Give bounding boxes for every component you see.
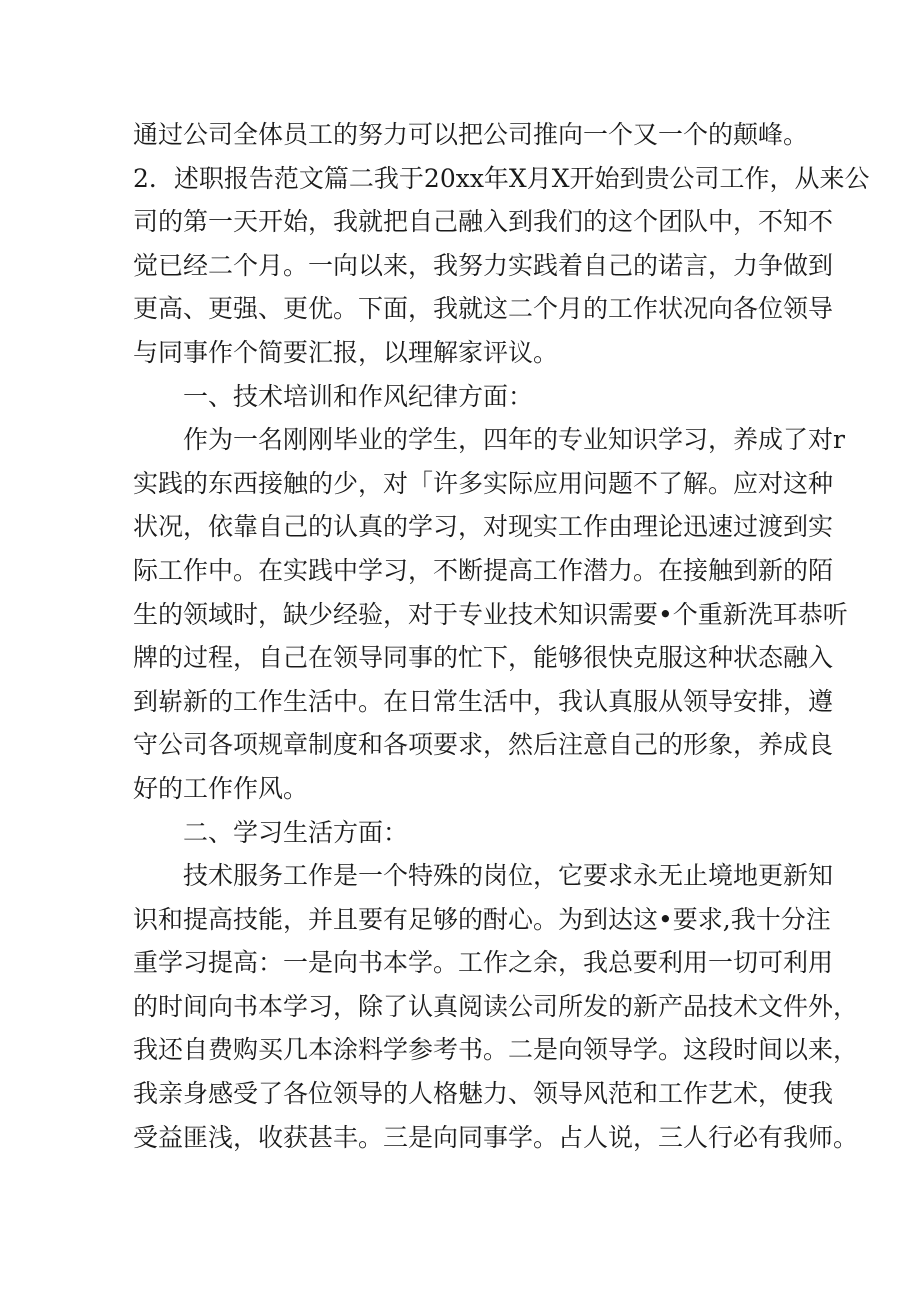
text-line: 状况，依靠自己的认真的学习，对现实工作由理论迅速过渡到实 bbox=[133, 512, 834, 542]
text-line: 更高、更强、更优。下面，我就这二个月的工作状况向各位领导 bbox=[133, 294, 834, 324]
text-line: 一、技术培训和作风纪律方面： bbox=[183, 381, 534, 411]
text-line: 的时间向书本学习，除了认真阅读公司所发的新产品技术文件外， bbox=[133, 991, 859, 1021]
text-line: 二、学习生活方面： bbox=[183, 817, 409, 847]
text-line: 2．述职报告范文篇二我于20xx年X月X开始到贵公司工作，从来公 bbox=[133, 163, 870, 193]
text-line: 受益匪浅，收获甚丰。三是向同事学。占人说，三人行必有我师。 bbox=[133, 1122, 859, 1152]
text-line: 牌的过程，自己在领导同事的忙下，能够很快克服这种状态融入 bbox=[133, 643, 834, 673]
text-line: 技术服务工作是一个特殊的岗位，它要求永无止境地更新知 bbox=[183, 861, 834, 891]
text-line: 好的工作作风。 bbox=[133, 773, 309, 803]
text-line: 与同事作个简要汇报，以理解家评议。 bbox=[133, 337, 559, 367]
text-line: 生的领域时，缺少经验，对于专业技术知识需要•个重新洗耳恭听 bbox=[133, 599, 848, 629]
text-line: 作为一名刚刚毕业的学生，四年的专业知识学习，养成了对r bbox=[183, 425, 845, 455]
text-line: 重学习提高：一是向书本学。工作之余，我总要利用一切可利用 bbox=[133, 948, 834, 978]
text-line: 我亲身感受了各位领导的人格魅力、领导风范和工作艺术，使我 bbox=[133, 1079, 834, 1109]
text-line: 觉已经二个月。一向以来，我努力实践着自己的诺言，力争做到 bbox=[133, 250, 834, 280]
text-line: 通过公司全体员工的努力可以把公司推向一个又一个的颠峰。 bbox=[133, 120, 809, 149]
text-line: 识和提高技能，并且要有足够的酎心。为到达这•要求,我十分注 bbox=[133, 904, 831, 934]
text-line: 守公司各项规章制度和各项要求，然后注意自己的形象，养成良 bbox=[133, 730, 834, 760]
document-body bbox=[133, 113, 870, 1159]
text-line: 司的第一天开始，我就把自己融入到我们的这个团队中，不知不 bbox=[133, 207, 834, 237]
text-line: 际工作中。在实践中学习，不断提高工作潜力。在接触到新的陌 bbox=[133, 555, 834, 585]
text-line: 实践的东西接触的少，对「许多实际应用问题不了解。应对这种 bbox=[133, 468, 834, 498]
text-line: 到崭新的工作生活中。在日常生活中，我认真服从领导安排，遵 bbox=[133, 686, 834, 716]
text-line: 我还自费购买几本涂料学参考书。二是向领导学。这段时间以来， bbox=[133, 1035, 859, 1065]
